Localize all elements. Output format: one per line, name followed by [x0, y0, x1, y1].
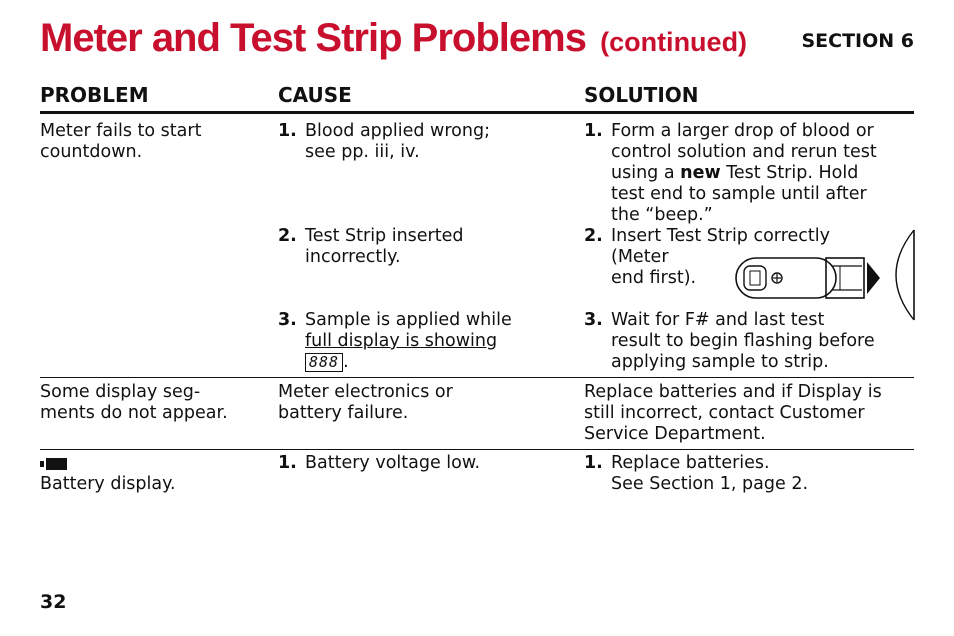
solution-line: Form a larger drop of blood or	[611, 121, 874, 141]
row2-solution	[584, 382, 882, 445]
row1-solution-3	[584, 310, 875, 373]
solution-line: result to begin flashing before	[611, 331, 875, 351]
cause-line: incorrectly.	[305, 247, 401, 267]
cause-number: 2.	[278, 226, 297, 246]
battery-low-icon	[40, 457, 68, 471]
row1-problem	[40, 121, 201, 163]
row2-problem-line: ments do not appear.	[40, 403, 228, 423]
strip-window-inner	[750, 271, 760, 285]
solution-line: See Section 1, page 2.	[611, 474, 809, 494]
solution-line: applying sample to strip.	[611, 352, 829, 372]
meter-slot-curve	[896, 230, 914, 320]
cause-line: Blood applied wrong;	[305, 121, 490, 141]
column-header-cause: CAUSE	[278, 83, 352, 107]
page-number: 32	[40, 591, 67, 613]
row1-problem-line: countdown.	[40, 142, 143, 162]
solution-number: 1.	[584, 453, 603, 473]
solution-text: using a	[611, 163, 681, 183]
solution-line: test end to sample until after	[611, 184, 867, 204]
solution-text: Test Strip. Hold	[720, 163, 859, 183]
page-title-continued: (continued)	[600, 27, 748, 57]
cause-line: Test Strip inserted	[305, 226, 464, 246]
solution-line: Wait for F# and last test	[611, 310, 825, 330]
row1-cause-1	[278, 121, 490, 163]
cause-number: 1.	[278, 453, 297, 473]
cause-line	[278, 352, 512, 373]
row3-solution-1	[584, 453, 808, 495]
solution-line: Service Department.	[584, 424, 766, 444]
row-divider	[40, 449, 914, 450]
cause-line: battery failure.	[278, 403, 409, 423]
test-strip-insert-illustration	[728, 228, 916, 322]
solution-line: Replace batteries and if Display is	[584, 382, 882, 402]
solution-number: 3.	[584, 310, 603, 330]
strip-window	[744, 266, 766, 290]
column-header-solution: SOLUTION	[584, 83, 699, 107]
row2-problem-line: Some display seg-	[40, 382, 201, 402]
solution-line: the “beep.”	[611, 205, 713, 225]
solution-line: still incorrect, contact Customer	[584, 403, 865, 423]
solution-number: 1.	[584, 121, 603, 141]
header-rule	[40, 111, 914, 114]
solution-line: end first).	[611, 268, 697, 288]
lcd-display-icon: 888	[305, 353, 343, 372]
cause-line	[278, 331, 512, 352]
cause-line: Battery voltage low.	[305, 453, 481, 473]
solution-line: (Meter	[611, 247, 669, 267]
row1-cause-2	[278, 226, 464, 268]
solution-emphasis: new	[680, 163, 721, 183]
row1-problem-line: Meter fails to start	[40, 121, 202, 141]
cause-line: see pp. iii, iv.	[305, 142, 420, 162]
solution-line	[584, 163, 877, 184]
cause-line: Sample is applied while	[305, 310, 512, 330]
strip-outline	[736, 258, 836, 298]
cause-text: full display is showing	[305, 331, 498, 351]
row-divider	[40, 377, 914, 378]
insert-arrow-icon	[867, 262, 880, 294]
solution-number: 2.	[584, 226, 603, 246]
cause-number: 1.	[278, 121, 297, 141]
strip-contact-end	[826, 258, 864, 298]
row2-cause	[278, 382, 453, 424]
row1-solution-1	[584, 121, 877, 226]
solution-line: Replace batteries.	[611, 453, 770, 473]
cause-line: Meter electronics or	[278, 382, 453, 402]
section-label: SECTION 6	[801, 30, 914, 52]
solution-line: control solution and rerun test	[611, 142, 877, 162]
cause-text: .	[343, 352, 349, 372]
page-title	[40, 12, 747, 68]
row1-cause-3	[278, 310, 512, 373]
cause-number: 3.	[278, 310, 297, 330]
row2-problem	[40, 382, 228, 424]
row3-cause-1	[278, 453, 480, 474]
row3-problem: Battery display.	[40, 474, 176, 494]
column-header-problem: PROBLEM	[40, 83, 149, 107]
page-title-main: Meter and Test Strip Problems	[40, 16, 586, 60]
solution-line: Insert Test Strip correctly	[611, 226, 830, 246]
